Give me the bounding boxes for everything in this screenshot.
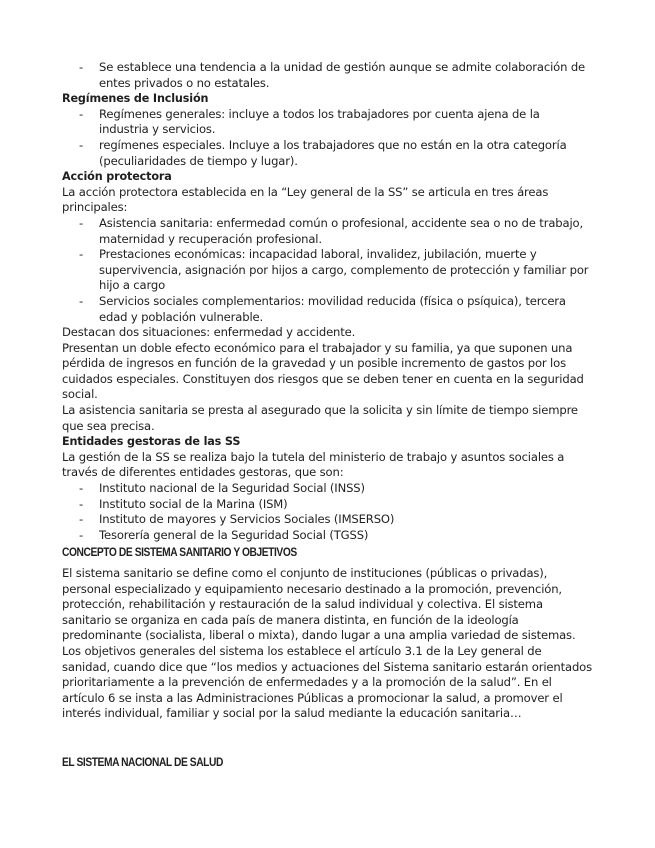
list-item: - Se establece una tendencia a la unidad de gestión aunque se admite colaboración de entes privados o no estatales. [99,60,592,91]
top-list [62,60,592,91]
paragraph: La acción protectora establecida en la “Ley general de la SS” se articula en tres áreas principales: [62,184,549,215]
text-block-main [62,60,592,543]
list-item: - Tesorería general de la Seguridad Social (TGSS) [99,528,592,544]
list-item: - Prestaciones económicas: incapacidad laboral, invalidez, jubilación, muerte y supervivencia, asignación por hijos a cargo, complemento de protección y familiar por hijo a cargo [99,247,592,294]
list-item: - Asistencia sanitaria: enfermedad común o profesional, accidente sea o no de trabajo, maternidad y recuperación profesional. [99,216,592,247]
list-item: - Servicios sociales complementarios: movilidad reducida (física o psíquica), tercera edad y población vulnerable. [99,294,592,325]
paragraph: Destacan dos situaciones: enfermedad y accidente. [62,325,356,340]
section-heading: EL SISTEMA NACIONAL DE SALUD [62,755,223,769]
list-item: - Regímenes generales: incluye a todos los trabajadores por cuenta ajena de la industria y servicios. [99,107,592,138]
list-item: - Instituto nacional de la Seguridad Social (INSS) [99,481,592,497]
paragraph: La asistencia sanitaria se presta al asegurado que la solicita y sin límite de tiempo siempre que sea precisa. [62,403,578,433]
section-concepto-heading [62,545,592,561]
section-sns-heading [62,755,592,771]
paragraph: Los objetivos generales del sistema los establece el artículo 3.1 de la Ley general de sanidad, cuando dice que “los medios y actuaciones del Sistema sanitario estarán orientados prioritariamente a la prevención de enfermedades y a la promoción de la salud”. En el artículo 6 se insta a las Administraciones Públicas a promocionar la salud, a promover el interés individual, familiar y social por la salud mediante la educación sanitaria… [62,643,593,721]
heading-regimenes: Regímenes de Inclusión [62,92,209,106]
list-item: - Instituto de mayores y Servicios Sociales (IMSERSO) [99,512,592,528]
text-block-concepto [62,566,592,722]
heading-accion-protectora: Acción protectora [62,170,172,184]
list-item: - regímenes especiales. Incluye a los trabajadores que no están en la otra categoría (peculiaridades de tiempo y lugar). [99,138,592,169]
entidades-list [62,481,592,543]
section-heading: CONCEPTO DE SISTEMA SANITARIO Y OBJETIVOS [62,545,297,559]
accion-list [62,216,592,325]
list-item: - Instituto social de la Marina (ISM) [99,497,592,513]
paragraph: Presentan un doble efecto económico para el trabajador y su familia, ya que suponen una pérdida de ingresos en función de la gravedad y un posible incremento de gastos por los cuidados especiales. Constituyen dos riesgos que se deben tener en cuenta en la seguridad social. [62,340,584,402]
heading-entidades-gestoras: Entidades gestoras de las SS [62,435,241,449]
regimenes-list [62,107,592,169]
paragraph: La gestión de la SS se realiza bajo la tutela del ministerio de trabajo y asuntos sociales a través de diferentes entidades gestoras, que son: [62,449,565,480]
paragraph: El sistema sanitario se define como el conjunto de instituciones (públicas o privadas), personal especializado y equipamiento necesario destinado a la promoción, prevención, protección, rehabilitación y restauración de la salud individual y colectiva. El sistema sanitario se organiza en cada país de manera distinta, en función de la ideología predominante (socialista, liberal o mixta), dando lugar a una amplia variedad de sistemas. [62,566,576,643]
